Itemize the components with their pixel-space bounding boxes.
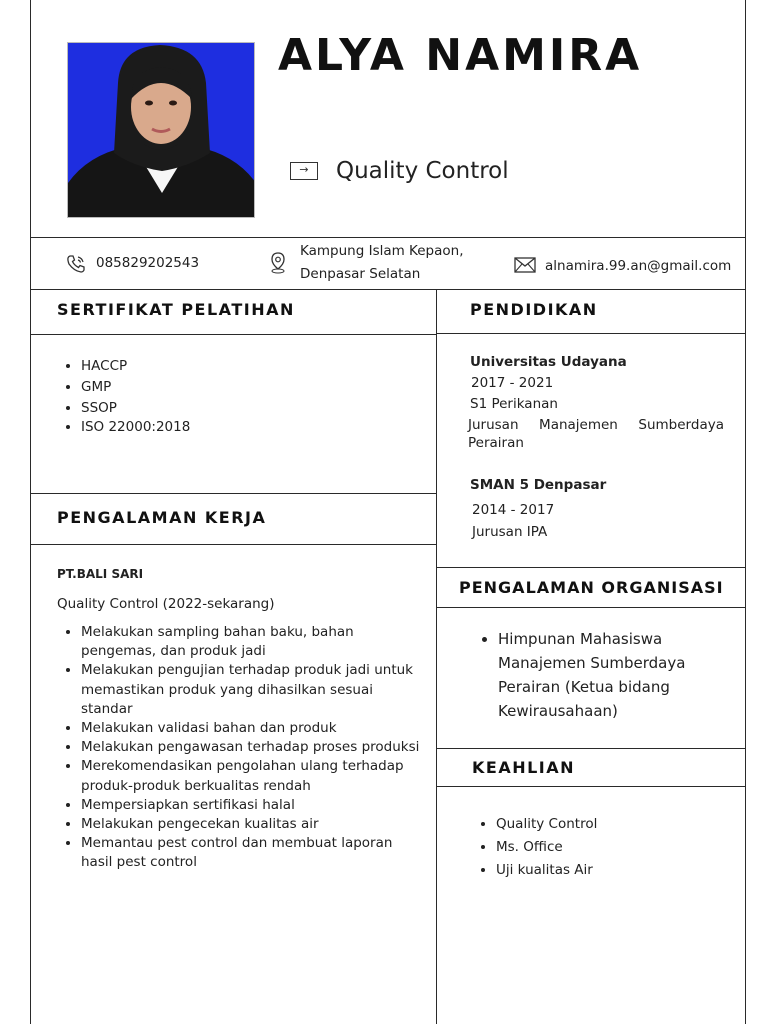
cert-list <box>57 356 190 436</box>
org-section-title: PENGALAMAN ORGANISASI <box>459 578 724 597</box>
address-line-2: Denpasar Selatan <box>300 266 421 282</box>
email-address: alnamira.99.an@gmail.com <box>545 258 732 274</box>
contact-divider <box>30 289 746 290</box>
exp-section-title: PENGALAMAN KERJA <box>57 508 267 527</box>
list-item: • Memantau pest control dan membuat laporan hasil pest control <box>81 834 421 872</box>
org-top-divider <box>436 567 746 568</box>
skills-title-divider <box>436 786 746 787</box>
list-item: • Melakukan pengujian terhadap produk jadi untuk memastikan produk yang dihasilkan sesuai standar <box>81 661 421 719</box>
edu-major-word: Manajemen <box>539 417 618 433</box>
org-list <box>474 627 743 723</box>
list-item: • SSOP <box>81 398 190 419</box>
list-item: • Himpunan Mahasiswa Manajemen Sumberdaya Perairan (Ketua bidang Kewirausahaan) <box>498 627 743 723</box>
edu-title-divider <box>436 333 746 334</box>
job-position: Quality Control (2022-sekarang) <box>57 596 275 612</box>
phone-number: 085829202543 <box>96 255 200 271</box>
edu-school-2: SMAN 5 Denpasar <box>470 477 607 493</box>
edu-major-2: Jurusan IPA <box>472 524 548 540</box>
edu-major-1-cont: Perairan <box>468 435 524 451</box>
list-item: • GMP <box>81 377 190 398</box>
list-item: • Melakukan validasi bahan dan produk <box>81 719 421 738</box>
edu-years-1: 2017 - 2021 <box>471 375 554 391</box>
edu-years-2: 2014 - 2017 <box>472 502 555 518</box>
location-pin-icon <box>270 252 286 278</box>
exp-top-divider <box>30 493 436 494</box>
skills-top-divider <box>436 748 746 749</box>
list-item: • HACCP <box>81 356 190 377</box>
applicant-name: ALYA NAMIRA <box>278 30 643 81</box>
list-item: • Ms. Office <box>496 836 597 859</box>
edu-degree-1: S1 Perikanan <box>470 396 558 412</box>
edu-section-title: PENDIDIKAN <box>470 300 598 319</box>
arrow-icon: → <box>290 162 318 180</box>
company-name: PT.BALI SARI <box>57 567 144 581</box>
phone-icon <box>66 254 86 278</box>
skills-list <box>472 813 597 882</box>
edu-school-1: Universitas Udayana <box>470 354 627 370</box>
cert-title-divider <box>30 334 436 335</box>
list-item: • Melakukan pengawasan terhadap proses produksi <box>81 738 421 757</box>
mail-icon <box>514 257 536 277</box>
list-item: • Melakukan sampling bahan baku, bahan pengemas, dan produk jadi <box>81 623 421 661</box>
exp-title-divider <box>30 544 436 545</box>
duties-list <box>57 623 421 873</box>
org-title-divider <box>436 607 746 608</box>
column-divider <box>436 289 437 1024</box>
skills-section-title: KEAHLIAN <box>472 758 576 777</box>
list-item: • Merekomendasikan pengolahan ulang terhadap produk-produk berkualitas rendah <box>81 757 421 795</box>
header-divider <box>30 237 746 238</box>
cert-section-title: SERTIFIKAT PELATIHAN <box>57 300 295 319</box>
list-item: • Quality Control <box>496 813 597 836</box>
edu-major-word: Jurusan <box>468 417 519 433</box>
list-item: • ISO 22000:2018 <box>81 419 190 436</box>
job-title: Quality Control <box>336 158 509 184</box>
edu-major-1 <box>468 417 724 433</box>
profile-photo <box>67 42 255 218</box>
list-item: • Uji kualitas Air <box>496 859 597 882</box>
edu-major-word: Sumberdaya <box>638 417 724 433</box>
list-item: • Melakukan pengecekan kualitas air <box>81 815 421 834</box>
address-line-1: Kampung Islam Kepaon, <box>300 243 464 259</box>
list-item: • Mempersiapkan sertifikasi halal <box>81 796 421 815</box>
